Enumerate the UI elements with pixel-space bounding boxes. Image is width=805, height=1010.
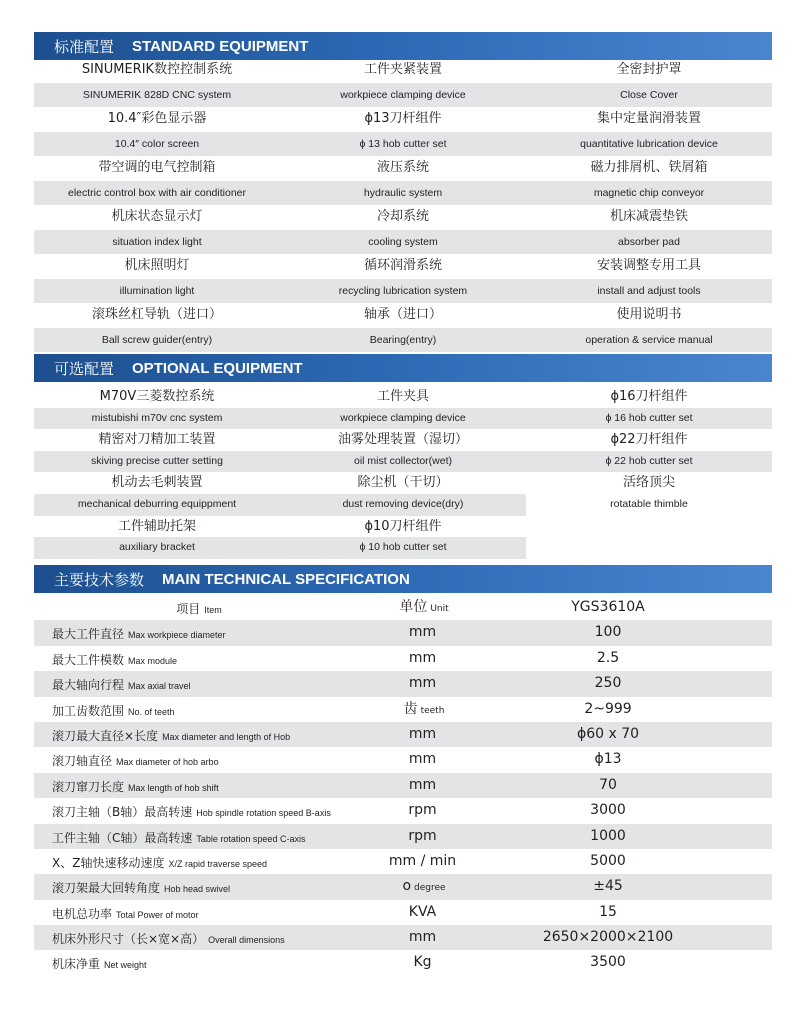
- spec-item-cn: 滚刀架最大回转角度: [52, 881, 161, 896]
- equipment-item: M70V三菱数控系统: [99, 389, 215, 404]
- equipment-item-en: [526, 537, 772, 559]
- equipment-item-en: auxiliary bracket: [119, 541, 195, 554]
- equipment-item: 油雾处理装置（湿切）: [337, 432, 468, 448]
- spec-value: ϕ13: [594, 751, 622, 768]
- equipment-row-cn: [34, 58, 772, 83]
- spec-value: 70: [599, 776, 617, 793]
- equipment-item-en: ϕ 10 hob cutter set: [359, 541, 447, 554]
- equipment-item: 全密封护罩: [616, 62, 682, 77]
- spec-row: [34, 925, 772, 950]
- equipment-item-en: mechanical deburring equippment: [77, 497, 237, 510]
- spec-unit: [364, 798, 484, 823]
- spec-item: [34, 620, 364, 645]
- equipment-item: 带空调的电气控制箱: [98, 160, 216, 175]
- equipment-item-en: rotatable thimble: [610, 497, 688, 510]
- spec-item-cn: 最大轴向行程: [52, 678, 125, 693]
- spec-item-en: Hob head swivel: [164, 884, 231, 895]
- optional-equipment-table: [34, 386, 772, 559]
- equipment-item: 机床状态显示灯: [111, 209, 203, 224]
- spec-item-en: Hob spindle rotation speed B-axis: [196, 808, 331, 819]
- spec-unit-header: [364, 595, 484, 620]
- spec-value: 2650×2000×2100: [542, 929, 674, 946]
- equipment-item: ϕ16刀杆组件: [610, 389, 688, 404]
- spec-unit: [364, 925, 484, 950]
- spec-item-en: Net weight: [104, 960, 147, 971]
- equipment-item: 滚珠丝杠导轨（进口）: [91, 307, 222, 322]
- optional-equipment-header: [34, 354, 772, 382]
- equipment-item-en: cooling system: [368, 235, 438, 248]
- spec-unit: [364, 950, 484, 975]
- spec-unit: [364, 722, 484, 747]
- equipment-item-en: 10.4″ color screen: [114, 137, 200, 150]
- equipment-item-en: ϕ 13 hob cutter set: [359, 137, 447, 150]
- equipment-row-cn: [34, 205, 772, 230]
- unit-header-en: Unit: [430, 604, 449, 614]
- spec-unit-main: mm: [408, 929, 437, 946]
- spec-value: 250: [594, 675, 622, 692]
- equipment-item: 机床照明灯: [124, 258, 190, 273]
- spec-value: ±45: [593, 878, 623, 895]
- spec-unit-main: 齿: [403, 700, 418, 717]
- equipment-item: ϕ10刀杆组件: [364, 518, 442, 534]
- spec-item: [34, 798, 364, 823]
- spec-item-cn: 滚刀窜刀长度: [52, 779, 125, 794]
- spec-unit: [364, 620, 484, 645]
- equipment-row-cn: [34, 156, 772, 181]
- spec-item-en: Max workpiece diameter: [128, 630, 226, 641]
- spec-value: 2~999: [584, 700, 632, 717]
- spec-unit: [364, 849, 484, 874]
- spec-row: [34, 900, 772, 925]
- equipment-row-en: [34, 132, 772, 157]
- equipment-item-en: Ball screw guider(entry): [101, 333, 213, 346]
- spec-item-cn: 滚刀轴直径: [52, 754, 113, 769]
- spec-unit-main: rpm: [408, 802, 437, 819]
- spec-unit-main: rpm: [408, 827, 437, 844]
- equipment-item: 工件辅助托架: [117, 518, 196, 534]
- item-header-en: Item: [204, 605, 222, 615]
- spec-row: [34, 747, 772, 772]
- equipment-row-en: [34, 83, 772, 108]
- equipment-item: 机动去毛刺装置: [111, 475, 203, 491]
- spec-value: 5000: [590, 852, 626, 869]
- equipment-row-cn: [34, 254, 772, 279]
- spec-item-en: Max diameter of hob arbo: [116, 757, 219, 768]
- equipment-item-en: recycling lubrication system: [338, 284, 468, 297]
- spec-table: [34, 595, 772, 976]
- spec-value: 1000: [590, 827, 626, 844]
- spec-row: [34, 773, 772, 798]
- equipment-row-cn: [34, 472, 772, 494]
- standard-title-cn: 标准配置: [54, 37, 115, 56]
- spec-item: [34, 950, 364, 975]
- spec-unit-main: o: [402, 878, 412, 895]
- equipment-item-en: skiving precise cutter setting: [91, 454, 223, 467]
- spec-unit-main: mm / min: [388, 852, 457, 869]
- spec-row: [34, 798, 772, 823]
- unit-header-cn: 单位: [399, 599, 428, 615]
- spec-unit-sub: degree: [414, 883, 446, 894]
- spec-unit: [364, 874, 484, 899]
- spec-item: [34, 646, 364, 671]
- spec-unit-main: mm: [408, 776, 437, 793]
- spec-unit: [364, 747, 484, 772]
- spec-unit-main: mm: [408, 649, 437, 666]
- spec-item: [34, 900, 364, 925]
- spec-item-cn: 工件主轴（C轴）最高转速: [52, 830, 193, 845]
- spec-item-cn: 滚刀主轴（B轴）最高转速: [52, 805, 193, 820]
- spec-item-en: Total Power of motor: [116, 909, 199, 920]
- spec-model-header: YGS3610A: [571, 599, 645, 615]
- spec-unit: [364, 900, 484, 925]
- equipment-item: 使用说明书: [616, 307, 682, 322]
- spec-row: [34, 671, 772, 696]
- equipment-item: 轴承（进口）: [363, 307, 442, 322]
- spec-row: [34, 950, 772, 975]
- equipment-item-en: operation & service manual: [585, 333, 713, 346]
- equipment-row-en: [34, 328, 772, 353]
- equipment-item-en: workpiece clamping device: [340, 411, 466, 424]
- spec-item: [34, 925, 364, 950]
- equipment-item: 液压系统: [376, 160, 429, 175]
- spec-unit-main: Kg: [413, 954, 432, 971]
- spec-row: [34, 722, 772, 747]
- item-header-cn: 项目: [176, 602, 201, 616]
- spec-item-cn: 加工齿数范围: [52, 703, 125, 718]
- spec-value: ϕ60 x 70: [576, 725, 640, 742]
- equipment-item: 磁力排屑机、铁屑箱: [590, 160, 708, 175]
- equipment-item: 冷却系统: [376, 209, 429, 224]
- spec-value: 2.5: [596, 649, 620, 666]
- spec-row: [34, 646, 772, 671]
- spec-unit-sub: teeth: [420, 705, 445, 716]
- spec-item: [34, 671, 364, 696]
- spec-item-en: X/Z rapid traverse speed: [168, 858, 268, 869]
- equipment-item: 集中定量润滑装置: [596, 111, 701, 126]
- equipment-item: [526, 516, 772, 538]
- spec-unit-main: mm: [408, 675, 437, 692]
- equipment-row-cn: [34, 386, 772, 408]
- spec-value: 3500: [590, 954, 626, 971]
- equipment-item: 机床减震垫铁: [609, 209, 688, 224]
- spec-item-cn: 最大工件直径: [52, 627, 125, 642]
- spec-unit-main: KVA: [408, 903, 437, 920]
- standard-title-en: STANDARD EQUIPMENT: [132, 37, 309, 55]
- equipment-item-en: situation index light: [112, 235, 202, 248]
- standard-equipment-table: [34, 58, 772, 352]
- spec-item-en: Max module: [128, 655, 178, 666]
- spec-item-cn: 最大工件模数: [52, 652, 125, 667]
- equipment-item-en: SINUMERIK 828D CNC system: [82, 88, 232, 101]
- equipment-item-en: workpiece clamping device: [340, 88, 466, 101]
- spec-item: [34, 747, 364, 772]
- spec-item: [34, 722, 364, 747]
- spec-item-en: Max axial travel: [128, 681, 191, 692]
- spec-value: 3000: [590, 802, 626, 819]
- spec-item: [34, 773, 364, 798]
- spec-title-cn: 主要技术参数: [54, 570, 145, 589]
- equipment-item: 循环润滑系统: [363, 258, 442, 273]
- equipment-row-en: [34, 494, 772, 516]
- equipment-item: SINUMERIK数控控制系统: [81, 62, 233, 77]
- equipment-row-cn: [34, 107, 772, 132]
- spec-item-en: No. of teeth: [128, 706, 175, 717]
- spec-item-header: [34, 595, 364, 620]
- equipment-item: 工件夹紧装置: [363, 62, 442, 77]
- spec-item-cn: 机床外形尺寸（长×宽×高）: [52, 932, 205, 947]
- spec-title-en: MAIN TECHNICAL SPECIFICATION: [162, 570, 410, 588]
- equipment-item-en: ϕ 22 hob cutter set: [605, 454, 693, 467]
- equipment-row-cn: [34, 429, 772, 451]
- optional-title-cn: 可选配置: [54, 359, 115, 378]
- spec-unit: [364, 671, 484, 696]
- equipment-row-en: [34, 230, 772, 255]
- spec-item: [34, 874, 364, 899]
- equipment-row-en: [34, 451, 772, 473]
- spec-unit: [364, 773, 484, 798]
- equipment-item: ϕ13刀杆组件: [364, 111, 442, 126]
- equipment-item-en: absorber pad: [618, 235, 680, 248]
- spec-unit: [364, 697, 484, 722]
- spec-value: 100: [594, 624, 622, 641]
- spec-item-en: Max length of hob shift: [128, 782, 219, 793]
- spec-rows: [34, 620, 772, 975]
- equipment-row-en: [34, 408, 772, 430]
- equipment-row-cn: [34, 516, 772, 538]
- equipment-item-en: ϕ 16 hob cutter set: [605, 411, 693, 424]
- equipment-item: 精密对刀精加工装置: [98, 432, 216, 448]
- equipment-item: 安装调整专用工具: [596, 258, 701, 273]
- spec-item-cn: 滚刀最大直径×长度: [52, 728, 159, 743]
- spec-header: [34, 565, 772, 593]
- spec-row: [34, 620, 772, 645]
- equipment-item-en: quantitative lubrication device: [580, 137, 718, 150]
- spec-item-en: Table rotation speed C-axis: [196, 833, 306, 844]
- spec-item: [34, 824, 364, 849]
- spec-item-cn: X、Z轴快速移动速度: [52, 855, 165, 870]
- spec-unit-main: mm: [408, 751, 437, 768]
- spec-unit-main: mm: [408, 624, 437, 641]
- spec-item-cn: 机床净重: [52, 957, 101, 972]
- spec-item-cn: 电机总功率: [52, 906, 113, 921]
- spec-item: [34, 849, 364, 874]
- equipment-item: 工件夹具: [376, 389, 429, 404]
- spec-unit: [364, 646, 484, 671]
- spec-row: [34, 874, 772, 899]
- equipment-item: 10.4″彩色显示器: [107, 111, 207, 126]
- equipment-item-en: magnetic chip conveyor: [593, 186, 705, 199]
- spec-table-header: [34, 595, 772, 620]
- equipment-item-en: install and adjust tools: [597, 284, 701, 297]
- optional-title-en: OPTIONAL EQUIPMENT: [132, 359, 303, 377]
- equipment-row-en: [34, 537, 772, 559]
- equipment-item-en: oil mist collector(wet): [353, 454, 453, 467]
- equipment-item: 除尘机（干切）: [357, 475, 449, 491]
- equipment-item-en: Close Cover: [620, 88, 678, 101]
- equipment-item-en: mistubishi m70v cnc system: [91, 411, 223, 424]
- equipment-item: 活络顶尖: [622, 475, 675, 491]
- spec-item-en: Max diameter and length of Hob: [162, 731, 291, 742]
- equipment-item: ϕ22刀杆组件: [610, 432, 688, 448]
- spec-row: [34, 849, 772, 874]
- equipment-item-en: electric control box with air conditioner: [68, 186, 246, 199]
- equipment-item-en: hydraulic system: [363, 186, 443, 199]
- spec-row: [34, 824, 772, 849]
- equipment-row-en: [34, 279, 772, 304]
- equipment-row-en: [34, 181, 772, 206]
- spec-row: [34, 697, 772, 722]
- spec-unit: [364, 824, 484, 849]
- equipment-row-cn: [34, 303, 772, 328]
- spec-value: 15: [599, 903, 617, 920]
- equipment-item-en: Bearing(entry): [369, 333, 437, 346]
- equipment-item-en: dust removing device(dry): [342, 497, 464, 510]
- equipment-item-en: illumination light: [119, 284, 195, 297]
- standard-equipment-header: [34, 32, 772, 60]
- spec-unit-main: mm: [408, 725, 437, 742]
- spec-item-en: Overall dimensions: [208, 935, 285, 946]
- spec-item: [34, 697, 364, 722]
